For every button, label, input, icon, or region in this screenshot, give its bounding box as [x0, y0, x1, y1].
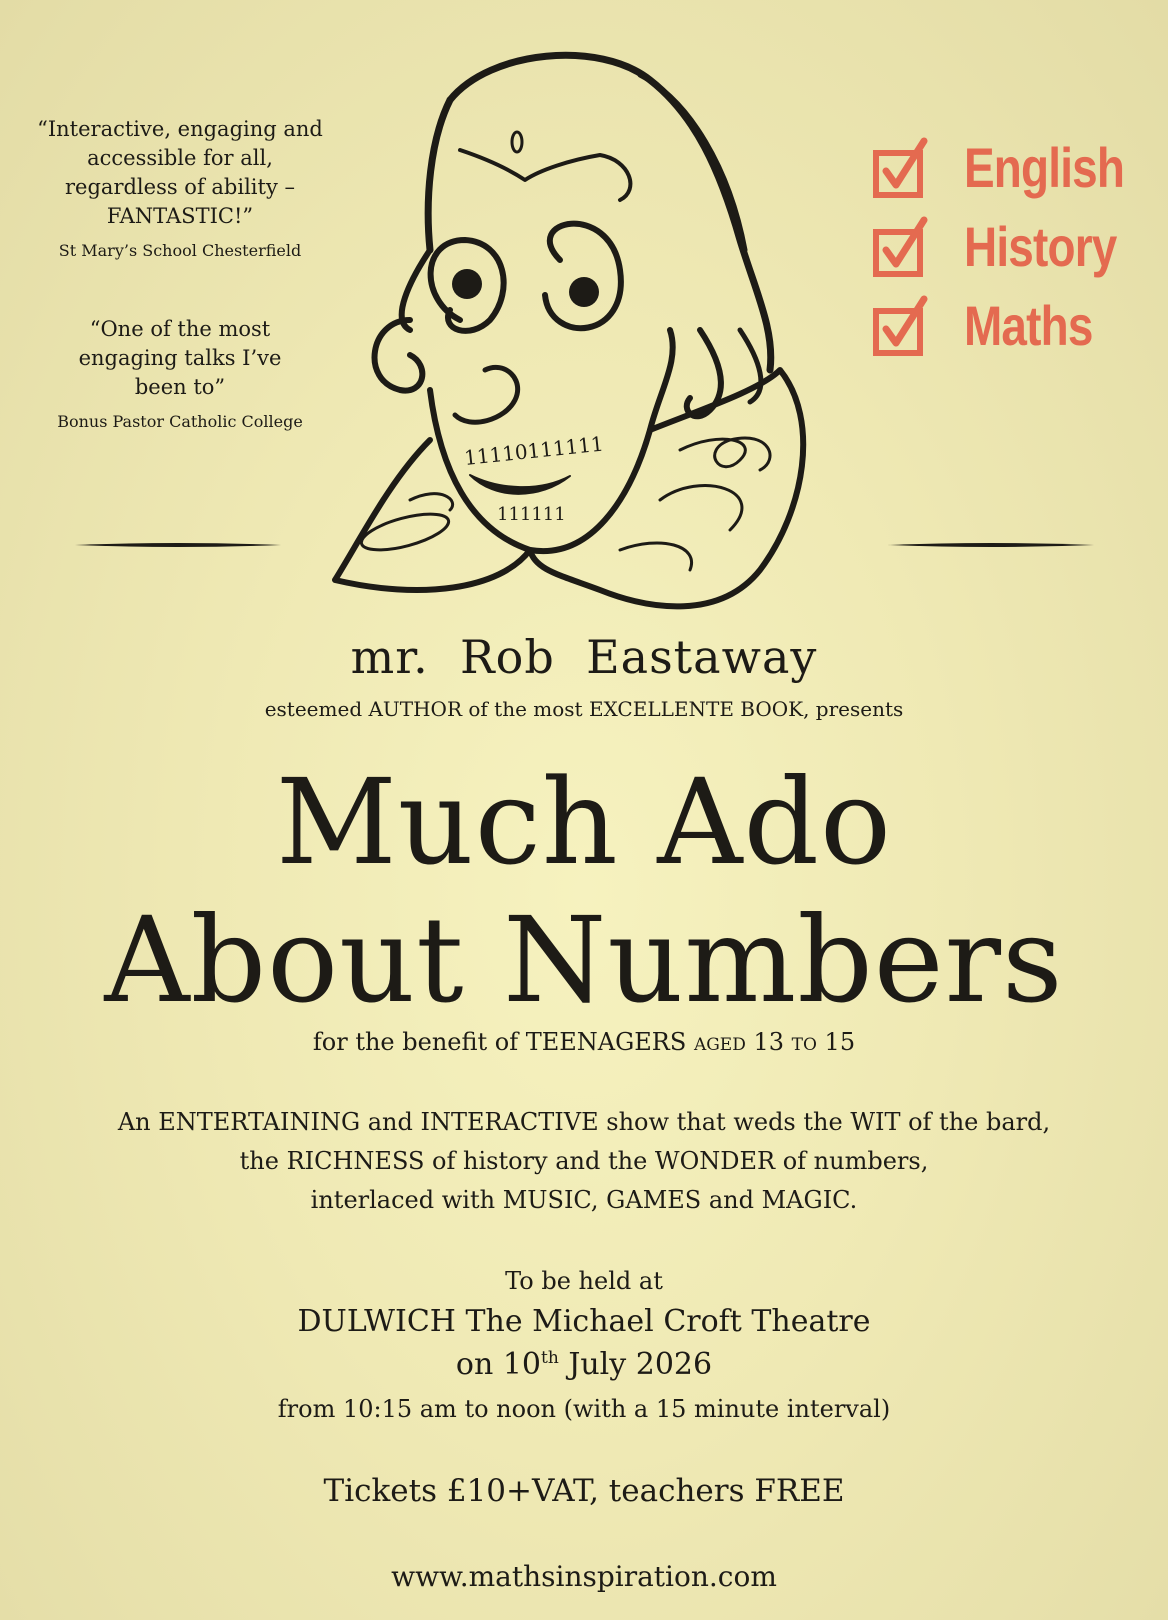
main-title-line-2: About Numbers: [104, 891, 1064, 1029]
testimonial-1: [30, 115, 330, 260]
testimonial-source: St Mary’s School Chesterfield: [58, 241, 302, 260]
svg-text:111111: 111111: [497, 504, 566, 525]
subject-label: Maths: [964, 294, 1093, 357]
description-line: the RICHNESS of history and the WONDER of numbers,: [239, 1147, 929, 1175]
subject-label: History: [964, 215, 1117, 278]
checkbox-tick-icon: [872, 137, 932, 199]
shakespeare-portrait-illustration: [300, 30, 850, 630]
description-line: interlaced with MUSIC, GAMES and MAGIC.: [310, 1186, 858, 1214]
ticket-info: Tickets £10+VAT, teachers FREE: [323, 1473, 845, 1509]
testimonial-quote: “Interactive, engaging and accessible for all, regardless of ability – FANTASTIC!”: [37, 117, 323, 228]
show-description: [0, 1103, 1168, 1220]
description-line: An ENTERTAINING and INTERACTIVE show that weds the WIT of the bard,: [117, 1108, 1051, 1136]
svg-text:11110111111: 11110111111: [463, 431, 605, 470]
left-divider: [75, 541, 281, 549]
venue-name: DULWICH The Michael Croft Theatre: [297, 1304, 871, 1339]
event-date: [0, 1347, 1168, 1382]
author-subtitle: esteemed AUTHOR of the most EXCELLENTE BOOK, presents: [264, 697, 904, 721]
right-divider: [888, 541, 1094, 549]
audience-line: [0, 1023, 1168, 1062]
website-link[interactable]: www.mathsinspiration.com: [391, 1560, 777, 1593]
subject-label: English: [964, 136, 1125, 199]
checkbox-tick-icon: [872, 216, 932, 278]
testimonial-source: Bonus Pastor Catholic College: [57, 412, 303, 431]
author-name: mr. Rob Eastaway: [350, 630, 818, 684]
date-prefix: on 10: [455, 1347, 541, 1382]
audience-prefix: for the benefit of TEENAGERS: [312, 1028, 687, 1056]
date-rest: July 2026: [558, 1347, 713, 1382]
testimonial-2: [30, 315, 330, 431]
main-title-line-1: Much Ado: [275, 753, 893, 891]
subject-checklist: [872, 135, 1159, 358]
subject-item-history: [872, 214, 1159, 279]
subject-item-english: [872, 135, 1159, 200]
checkbox-tick-icon: [872, 295, 932, 357]
venue-intro: To be held at: [505, 1267, 663, 1295]
subject-item-maths: [872, 293, 1159, 358]
date-ordinal: th: [541, 1348, 559, 1368]
event-time: from 10:15 am to noon (with a 15 minute interval): [277, 1395, 891, 1423]
audience-age: aged 13 to 15: [693, 1028, 856, 1056]
testimonial-quote: “One of the most engaging talks I’ve been to”: [78, 317, 282, 399]
